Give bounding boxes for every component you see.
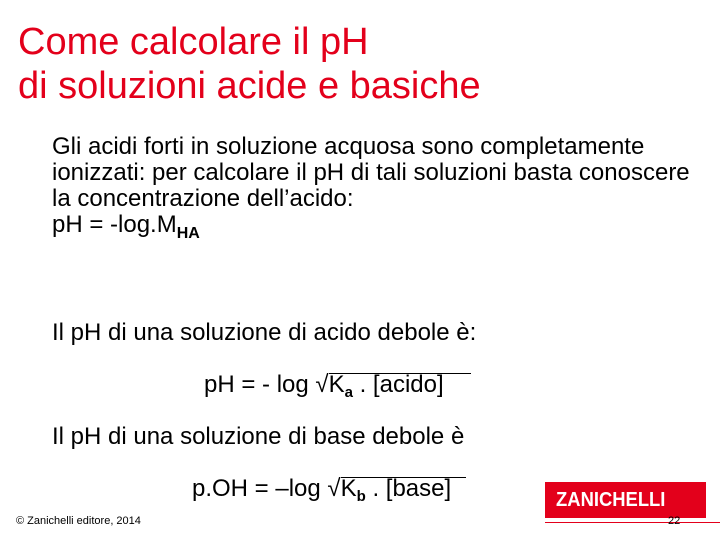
strong-acid-text: Gli acidi forti in soluzione acquosa sono completamente ionizzati: per calcolare il pH di tali soluzioni basta conoscere la concentrazione dell’acido: <box>52 133 690 212</box>
ka-subscript: a <box>344 384 353 401</box>
weak-acid-formula-post: . [acido] <box>352 371 444 398</box>
radical-sign-base: $√K_b$ <box>327 475 366 505</box>
kb-symbol: K <box>340 475 357 502</box>
footer-divider <box>545 522 720 523</box>
strong-acid-formula-sub: HA <box>176 225 200 242</box>
kb-subscript: b <box>356 488 366 505</box>
radical-sign: $√K_a$ <box>315 371 353 401</box>
title-line-2: di soluzioni acide e basiche <box>18 65 481 107</box>
weak-acid-formula <box>204 370 444 403</box>
weak-base-formula-pre: p.OH = –log <box>192 475 328 502</box>
weak-base-formula <box>192 474 451 507</box>
weak-base-text: Il pH di una soluzione di base debole è <box>52 423 465 450</box>
weak-acid-formula-pre: pH = - log <box>204 371 316 398</box>
ka-symbol: K <box>328 371 345 398</box>
strong-acid-formula-main: pH = -log.M <box>52 211 177 238</box>
page-number: 22 <box>668 515 681 527</box>
strong-acid-formula <box>52 212 692 241</box>
strong-acid-section <box>52 134 692 241</box>
copyright-notice: © Zanichelli editore, 2014 <box>16 515 141 527</box>
weak-acid-text: Il pH di una soluzione di acido debole è: <box>52 319 477 346</box>
zanichelli-logo: ZANICHELLI <box>545 482 706 518</box>
slide-title <box>18 20 708 108</box>
weak-base-formula-post: . [base] <box>365 475 452 502</box>
title-line-1: Come calcolare il pH <box>18 21 369 63</box>
